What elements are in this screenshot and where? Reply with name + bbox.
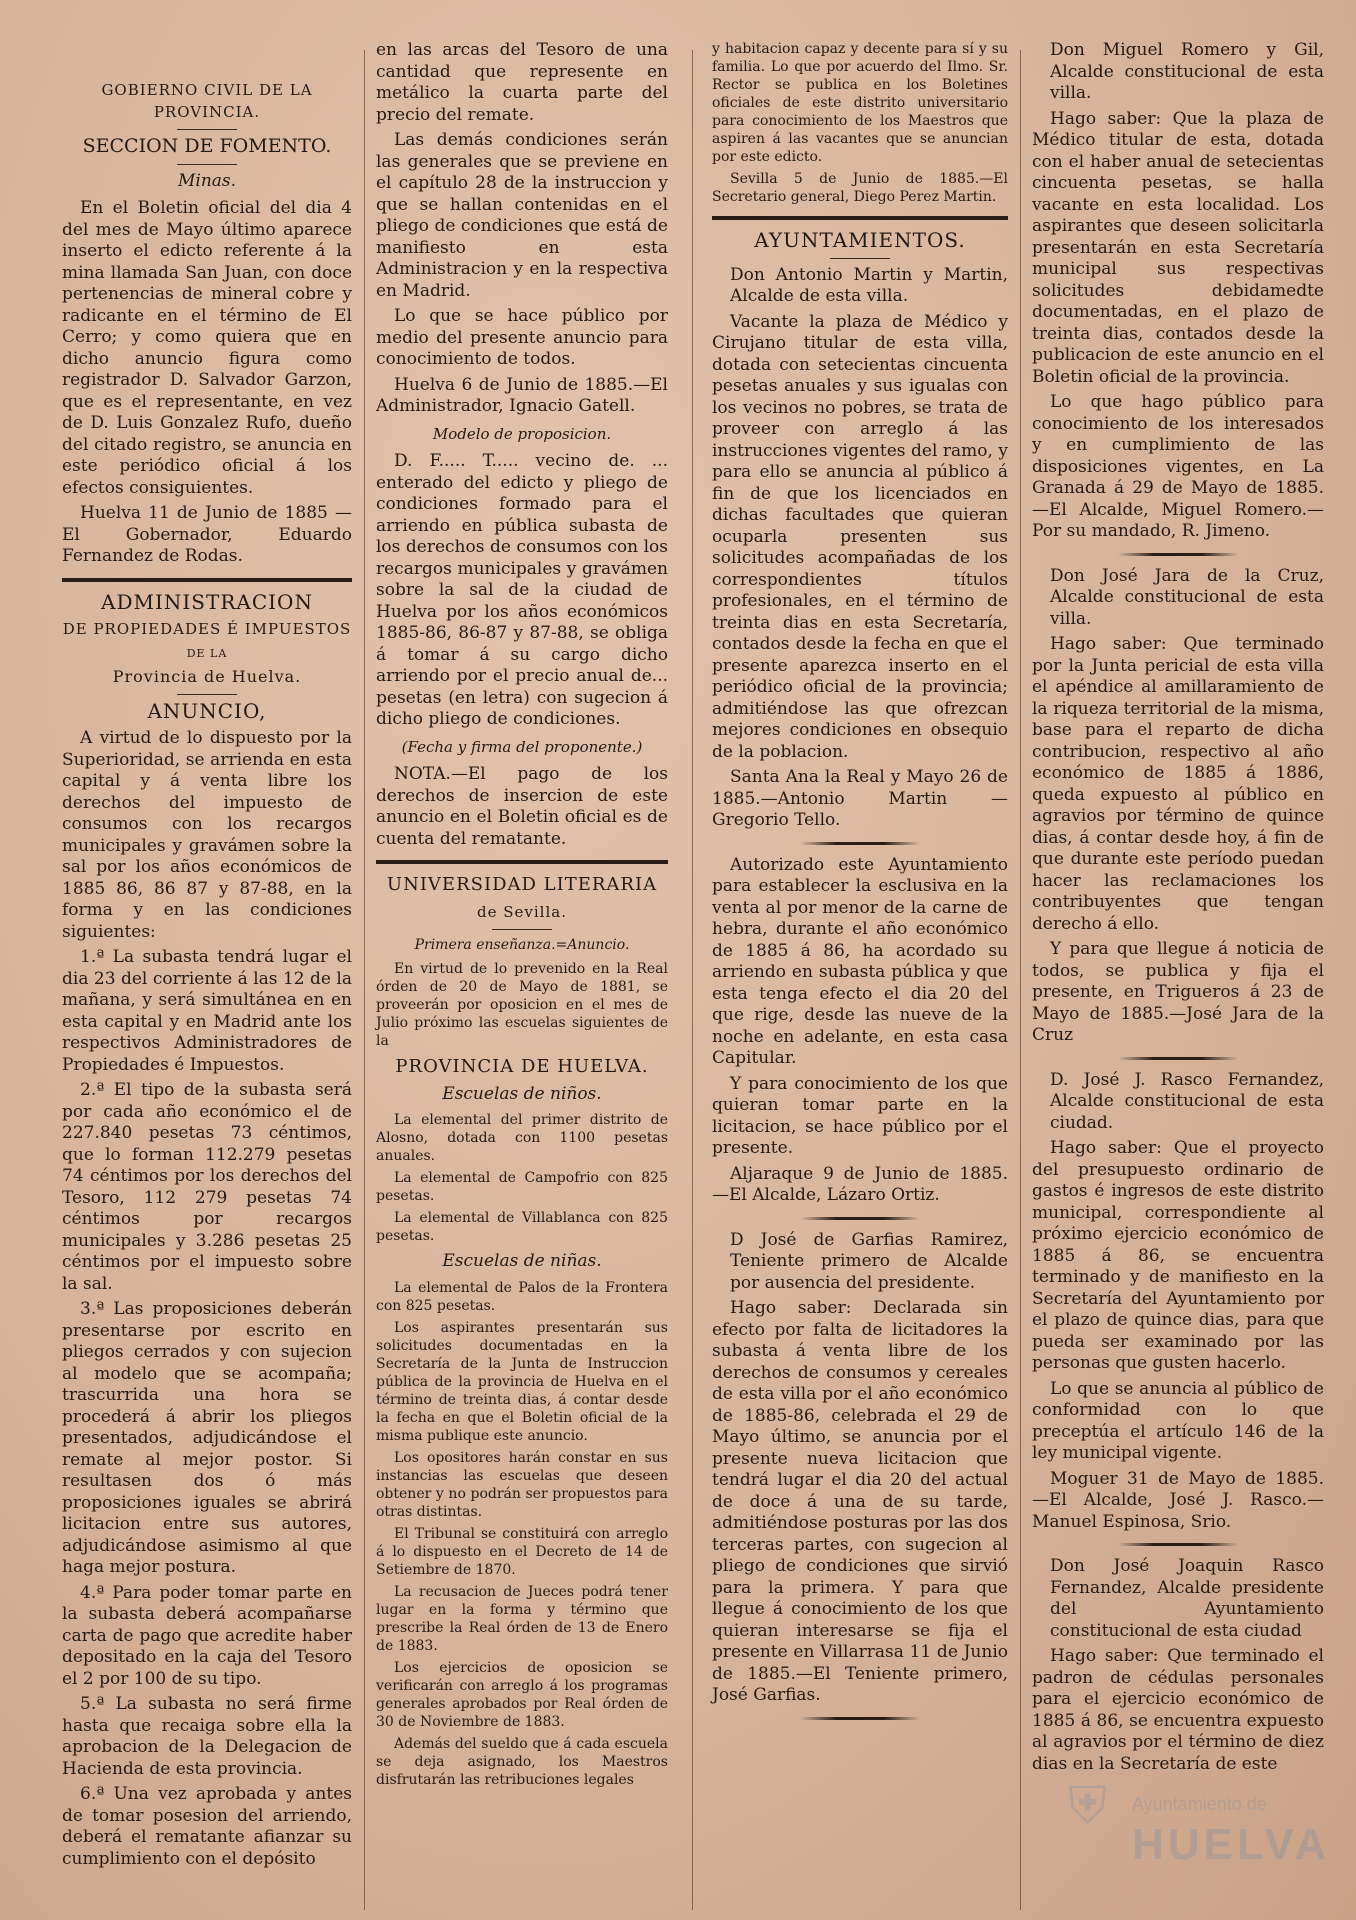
anuncio-intro: A virtud de lo dispuesto por la Superioridad, se arrienda en esta capital y á venta libre los derechos del impuesto de consumos con los recargos municipales y gravámen sobre la sal por los años económicos de 1885 86, 86 87 y 87-88, en la forma y en las condiciones siguientes:: [62, 728, 352, 942]
column-3: [712, 40, 1008, 1730]
header-fomento: SECCION DE FOMENTO.: [82, 135, 332, 157]
ornament-divider: [800, 1217, 920, 1220]
condition-4: 4.ª Para poder tomar parte en la subasta deberá acompañarse carta de pago que acredite haber depositado en la caja del Tesoro el 2 por 100 de su tipo.: [62, 1582, 352, 1689]
admin-subtitle: DE PROPIEDADES É IMPUESTOS: [62, 620, 352, 638]
condition-3: 3.ª Las proposiciones deberán presentarse por escrito en pliegos cerrados y con sujecion al modelo que se acompaña; trascurrida una hora se procederá á abrir los pliegos presentados, adjudicándose el remate al mejor postor. Si resultasen dos ó más proposiciones iguales se abrirá licitacion entre sus autores, adjudicándose asimismo al que haga mejor postura.: [62, 1299, 352, 1577]
escuela-item: La elemental de Villablanca con 825 pesetas.: [376, 1210, 668, 1244]
minas-text: En el Boletin oficial del dia 4 del mes de Mayo último aparece inserto el edicto referente á la mina llamada San Juan, con doce pertenencias de mineral cobre y radicante en el término de El Cerro; y como quiera que en dicho anuncio figura como registrador D. Salvador Garzon, que es el representante, en vez de D. Luis Gonzalez Rufo, dueño del citado registro, se anuncia en este periódico oficial á los efectos consiguientes.: [62, 198, 352, 498]
universidad-continued: y habitacion capaz y decente para sí y su familia. Lo que por acuerdo del Ilmo. Sr. Rector se publica en los Boletines oficiales de este distrito universitario para conocimiento de los Maestros que aspiren á las vacantes que se anuncian por este edicto.: [712, 41, 1008, 165]
escuela-paragraph: Los ejercicios de oposicion se verificarán con arreglo á los programas generales aprobados por Real órden de 30 de Noviembre de 1883.: [376, 1659, 668, 1730]
ornament-divider: [1118, 1057, 1238, 1060]
ayunt-signature: Santa Ana la Real y Mayo 26 de 1885.—Antonio Martin — Gregorio Tello.: [712, 767, 1008, 830]
ornament-divider: [800, 1717, 920, 1720]
anuncio-signature: Huelva 6 de Junio de 1885.—El Administrador, Ignacio Gatell.: [376, 374, 668, 416]
thick-divider: [62, 578, 352, 582]
ayunt-text: Lo que hago público para conocimiento de los interesados y en cumplimiento de las disposiciones vigentes, en La Granada á 29 de Mayo de 1885.—El Alcalde, Miguel Romero.—Por su mandado, R. Jimeno.: [1032, 392, 1324, 541]
ayunt-text: Hago saber: Que la plaza de Médico titular de esta, dotada con el haber anual de setecientas cincuenta pesetas, se halla vacante en esta localidad. Los aspirantes que deseen solicitarla presentarán en esta Secretaría municipal sus respectivas solicitudes debidamedte documentadas, en el plazo de treinta dias, contados desde la publicacion de este anuncio en el Boletin oficial de la provincia.: [1032, 108, 1324, 387]
ornament-divider: [1118, 1543, 1238, 1546]
column-rule: [692, 50, 693, 1910]
ayunt-heading: Don Miguel Romero y Gil, Alcalde constitucional de esta villa.: [1050, 40, 1324, 103]
modelo-title: Modelo de proposicion.: [432, 424, 612, 443]
ayunt-heading: Don José Joaquin Rasco Fernandez, Alcalde presidente del Ayuntamiento constitucional de esta ciudad: [1050, 1556, 1324, 1641]
header-gobierno: GOBIERNO CIVIL DE LA PROVINCIA.: [101, 81, 313, 121]
watermark-line2: HUELVA: [1132, 1820, 1331, 1869]
ornament-divider: [1118, 553, 1238, 556]
divider: [492, 929, 552, 930]
universidad-signature: Sevilla 5 de Junio de 1885.—El Secretario general, Diego Perez Martin.: [712, 171, 1008, 205]
anuncio-continued: en las arcas del Tesoro de una cantidad que represente en metálico la cuarta parte del precio del remate.: [376, 40, 668, 125]
escuela-paragraph: Además del sueldo que á cada escuela se deja asignado, los Maestros disfrutarán las retribuciones legales: [376, 1735, 668, 1788]
divider: [177, 694, 237, 695]
condition-5: 5.ª La subasta no será firme hasta que recaiga sobre ella la aprobacion de la Delegacion de Hacienda de esta provincia.: [62, 1694, 352, 1779]
ayunt-text: Y para conocimiento de los que quieran tomar parte en la licitacion, se hace público por el presente.: [712, 1073, 1008, 1158]
crest-icon: ⛨: [1068, 1776, 1108, 1836]
ayunt-text: Hago saber: Que el proyecto del presupuesto ordinario de gastos é ingresos de este distrito municipal, correspondiente al próximo ejercicio económico de 1885 á 86, se encuentra terminado y de manifiesto en la Secretaría del Ayuntamiento por el plazo de quince dias, para que pueda ser examinado por las personas que gusten hacerlo.: [1032, 1138, 1324, 1373]
ayunt-heading: Don José Jara de la Cruz, Alcalde constitucional de esta villa.: [1050, 565, 1324, 629]
condition-6: 6.ª Una vez aprobada y antes de tomar posesion del arriendo, deberá el rematante afianzar su cumplimiento con el depósito: [62, 1784, 352, 1869]
ayunt-text: Vacante la plaza de Médico y Cirujano titular de esta villa, dotada con setecientas cincuenta pesetas anuales y sus igualas con los vecinos no pobres, se trata de proveer con arreglo á las instrucciones vigentes del ramo, y para ello se anuncia al público á fin de que los licenciados en dichas facultades que quieran ocuparla presenten sus solicitudes acompañadas de los correspondientes títulos profesionales, en el término de treinta dias en esta Secretaría, contados desde la fecha en que el presente aparezca inserto en el periódico oficial de la provincia; admitiéndose las que ofrezcan mejores condiciones en obsequio de la poblacion.: [712, 311, 1008, 762]
anuncio-title: ANUNCIO,: [147, 698, 267, 723]
column-2: [376, 40, 668, 1793]
divider: [830, 258, 890, 259]
column-rule: [364, 50, 365, 1910]
huelva-watermark: [1068, 1776, 1348, 1916]
ayunt-text: Y para que llegue á noticia de todos, se publica y fija el presente, en Trigueros á 23 de Mayo de 1885.—José Jara de la Cruz: [1032, 939, 1324, 1045]
universidad-intro: En virtud de lo prevenido en la Real órden de 20 de Mayo de 1881, se proveerán por oposicion en el mes de Julio próximo las escuelas siguientes de la: [376, 961, 668, 1049]
anuncio-publication: Lo que se hace público por medio del presente anuncio para conocimiento de todos.: [376, 306, 668, 369]
ayunt-text: Hago saber: Declarada sin efecto por falta de licitadores la subasta á venta libre de los derechos de consumos y cereales de esta villa por el año económico de 1885-86, celebrada el 29 de Mayo último, se anuncia por el presente nueva licitacion que tendrá lugar el dia 20 del actual de doce á una de su tarde, admitiéndose posturas por las dos terceras partes, con sugecion al pliego de condiciones que sirvió para la primera. Y para que llegue á conocimiento de los que quieran interesarse se fija el presente en Villarrasa 11 de Junio de 1885.—El Teniente primero, José Garfias.: [712, 1298, 1008, 1705]
ayunt-text: Autorizado este Ayuntamiento para establecer la esclusiva en la venta al por menor de la carne de hebra, durante el año económico de 1885 á 86, ha acordado su arriendo en subasta pública y que esta tenga efecto el dia 20 del que rige, desde las nueve de la noche en adelante, en esta casa Capitular.: [712, 854, 1008, 1068]
column-4: [1032, 40, 1324, 1779]
anuncio-conditions: Las demás condiciones serán las generales que se previene en el capítulo 28 de la instruccion y que se hallan contenidas en el pliego de condiciones que está de manifiesto en esta Administracion y en la respectiva en Madrid.: [376, 130, 668, 301]
ayunt-heading: D. José J. Rasco Fernandez, Alcalde constitucional de esta ciudad.: [1050, 1069, 1324, 1133]
escuela-item: La elemental del primer distrito de Alosno, dotada con 1100 pesetas anuales.: [376, 1112, 668, 1164]
escuela-item: La elemental de Palos de la Frontera con 825 pesetas.: [376, 1279, 668, 1314]
universidad-title: UNIVERSIDAD LITERARIA: [386, 874, 658, 895]
ayunt-text: Lo que se anuncia al público de conformidad con lo que preceptúa el artículo 146 de la ley municipal vigente.: [1032, 1378, 1324, 1463]
nota-text: NOTA.—El pago de los derechos de insercion de este anuncio en el Boletin oficial es de cuenta del rematante.: [376, 764, 668, 849]
escuela-item: La elemental de Campofrio con 825 pesetas.: [376, 1170, 668, 1204]
primera-ensenanza: Primera enseñanza.=Anuncio.: [414, 937, 630, 953]
section-minas: Minas.: [177, 170, 237, 191]
ayunt-text: Hago saber: Que terminado por la Junta pericial de esta villa el apéndice al amillaramiento de la riqueza territorial de la misma, base para el reparto de dicha contribucion, respectivo al año económico de 1885 á 1886, queda expuesto al público en agravios por término de quince dias, á contar desde hoy, á fin de que durante este período puedan hacer las reclamaciones los contribuyentes que tengan derecho á ello.: [1032, 634, 1324, 934]
escuela-paragraph: La recusacion de Jueces podrá tener lugar en la forma y término que prescribe la Real órden de 13 de Enero de 1883.: [376, 1583, 668, 1654]
admin-subtitle: Provincia de Huelva.: [112, 667, 302, 686]
minas-sign: Huelva 11 de Junio de 1885 —El Gobernador, Eduardo Fernandez de Rodas.: [62, 503, 352, 566]
modelo-fecha: (Fecha y firma del proponente.): [401, 737, 643, 756]
column-1: [62, 40, 352, 1874]
provincia-title: PROVINCIA DE HUELVA.: [395, 1056, 649, 1077]
thick-divider: [376, 860, 668, 864]
thick-divider: [712, 216, 1008, 220]
column-rule: [1020, 50, 1021, 1910]
ayunt-heading: Don Antonio Martin y Martin, Alcalde de esta villa.: [730, 264, 1008, 306]
ayunt-signature: Aljaraque 9 de Junio de 1885. —El Alcalde, Lázaro Ortiz.: [712, 1163, 1008, 1205]
ayunt-text: Hago saber: Que terminado el padron de cédulas personales para el ejercicio económico de 1885 á 86, se encuentra expuesto al agravios por el término de diez dias en la Secretaría de este: [1032, 1646, 1324, 1774]
escuela-paragraph: El Tribunal se constituirá con arreglo á lo dispuesto en el Decreto de 14 de Setiembre de 1870.: [376, 1525, 668, 1578]
divider: [177, 129, 237, 130]
condition-2: 2.ª El tipo de la subasta será por cada año económico el de 227.840 pesetas 73 céntimos, que lo forman 112.279 pesetas 74 céntimos por los derechos del Tesoro, 112 279 pesetas 74 céntimos por recargos municipales y 3.286 pesetas 25 céntimos por el impuesto sobre la sal.: [62, 1080, 352, 1294]
divider: [177, 164, 237, 165]
watermark-line1: Ayuntamiento de: [1132, 1794, 1267, 1814]
admin-title: ADMINISTRACION: [101, 589, 313, 614]
escuela-paragraph: Los aspirantes presentarán sus solicitudes documentadas en la Secretaría de la Junta de Instruccion pública de la provincia de Huelva en el término de treinta dias, á contar desde la fecha en que el Boletin oficial de la misma publique este anuncio.: [376, 1319, 668, 1444]
escuela-paragraph: Los opositores harán constar en sus instancias las escuelas que deseen obtener y no podrán ser propuestos para otras distintas.: [376, 1449, 668, 1520]
ayunt-heading: D José de Garfias Ramirez, Teniente primero de Alcalde por ausencia del presidente.: [730, 1229, 1008, 1293]
admin-subtitle: DE LA: [186, 646, 228, 660]
escuelas-ninos-title: Escuelas de niños.: [442, 1083, 602, 1104]
ornament-divider: [800, 842, 920, 845]
universidad-subtitle: de Sevilla.: [477, 902, 567, 921]
escuelas-ninas-title: Escuelas de niñas.: [442, 1251, 602, 1271]
ayuntamientos-title: AYUNTAMIENTOS.: [754, 228, 966, 252]
ayunt-signature: Moguer 31 de Mayo de 1885. —El Alcalde, José J. Rasco.— Manuel Espinosa, Srio.: [1032, 1468, 1324, 1532]
condition-1: 1.ª La subasta tendrá lugar el dia 23 del corriente á las 12 de la mañana, y será simultánea en en esta capital y en Madrid ante los respectivos Administradores de Propiedades é Impuestos.: [62, 947, 352, 1075]
modelo-text: D. F..... T..... vecino de. ... enterado del edicto y pliego de condiciones formado para el arriendo en pública subasta de los derechos de consumos con los recargos municipales y gravámen sobre la sal de la ciudad de Huelva por los años económicos 1885-86, 86-87 y 87-88, se obliga á tomar á su cargo dicho arriendo por el precio anual de... pesetas (en letra) con sugecion á dicho pliego de condiciones.: [376, 451, 668, 729]
